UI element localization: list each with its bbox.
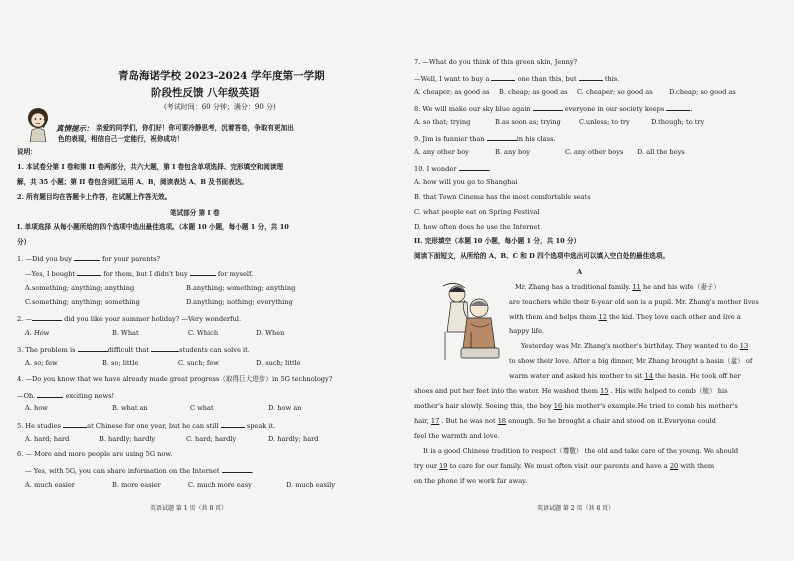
question-10: 10. I wonder . (414, 165, 491, 173)
q7-option-a: A. cheaper; as good as (414, 88, 490, 96)
q9-option-b: B. any boy (495, 148, 530, 156)
q3-option-d: D. such; little (256, 359, 301, 367)
question-2: 2. — did you like your summer holiday? —Very wonderful. (17, 315, 242, 323)
q8-option-d: D.though; to try (651, 118, 705, 126)
notes-label: 说明： (17, 148, 37, 156)
section1-a: I. 单项选择 从每小题所给的四个选项中选出最佳选项。（本题 10 小题，每小题 1 分，共 10 (17, 223, 289, 231)
q7-option-d: D.cheap; so good as (669, 88, 736, 96)
q2-option-c: C. Which (188, 329, 219, 337)
q8-option-c: C.unless; to try (579, 118, 630, 126)
q2-option-a: A. How (25, 329, 50, 337)
q3-option-a: A. so; few (25, 359, 58, 367)
q5-option-b: B. hardly; hardly (99, 435, 156, 443)
question-4-line2: —Oh. exciting news! (17, 392, 115, 400)
q10-option-c: C. what people eat on Spring Festival (414, 208, 540, 216)
passage-line-13: try our 19 to care for our family. We must often visit our parents and have a 20 with them (414, 462, 715, 470)
q4-option-d: D. how an (268, 404, 302, 412)
passage-line-14: on the phone if we work far away. (414, 477, 528, 485)
q5-option-c: C. hard; hardly (186, 435, 237, 443)
exam-title: 阶段性反馈 八年级英语 (151, 87, 260, 99)
question-7: 7. —What do you think of this green skin, Jenny? (414, 58, 578, 66)
question-5: 5. He studies at Chinese for one year, but he can still speak it. (17, 422, 276, 430)
q5-option-a: A. hard; hard (25, 435, 70, 443)
section2-instructions: 阅读下面短文，从所给的 A、B、C 和 D 四个选项中选出可以填入空白处的最佳选项。 (414, 252, 670, 260)
passage-line-6: to show their love. After a big dinner, Mr Zhang brought a basin（盆） of (509, 357, 753, 365)
q4-option-a: A. how (25, 404, 48, 412)
question-1: 1. —Did you buy for your parents? (17, 255, 161, 263)
passage-line-11: feel the warmth and love. (414, 432, 500, 440)
family-illustration (437, 278, 505, 362)
page-footer: 英语试题 第 1 页（共 8 页） (150, 505, 228, 512)
school-title: 青岛海诺学校 2023-2024 学年度第一学期 (118, 70, 325, 82)
passage-line-12: It is a good Chinese tradition to respect（尊敬） the old and take care of the young. We should (423, 447, 739, 455)
q1-option-c: C.something; anything; something (25, 298, 140, 306)
question-7-line2: —Well, I want to buy a one than this, but this. (414, 75, 620, 83)
q5-option-d: D. hardly; hard (268, 435, 319, 443)
tip-line-1: 亲爱的同学们，你们好！你可要冷静思考，沉着答卷，争取有更加出 (96, 124, 294, 132)
question-8: 8. We will make our sky blue again everyone in our society keeps . (414, 105, 693, 113)
note-1b: 解，共 35 小题；第 II 卷包含词汇运用 A、B，阅读表达 A、B 及书面表达。 (17, 178, 248, 186)
question-9: 9. Jim is funnier than in his class. (414, 135, 556, 143)
q8-option-a: A. so that; trying (414, 118, 471, 126)
q9-option-a: A. any other boy (414, 148, 469, 156)
q10-option-a: A. how will you go to Shanghai (414, 178, 518, 186)
q7-option-b: B. cheap; as good as (499, 88, 568, 96)
question-3: 3. The problem is difficult that students can solve it. (17, 346, 250, 354)
q6-option-d: D. much easily (286, 481, 335, 489)
q1-option-a: A.something; anything; anything (25, 284, 135, 292)
passage-line-5: Yesterday was Mr. Zhang's mother's birthday. They wanted to do 13 (521, 342, 749, 350)
passage-line-8: shoes and put her feet into the water. He washed them 15 . His wife helped to comb（梳） his (414, 387, 728, 395)
q9-option-c: C. any other boys (565, 148, 624, 156)
passage-line-1: Mr. Zhang has a traditional family. 11 he and his wife（妻子） (515, 283, 720, 291)
q10-option-b: B. that Town Cinema has the most comfortable seats (414, 193, 591, 201)
q8-option-b: B.as soon as; trying (495, 118, 561, 126)
q6-option-c: C. much more easy (188, 481, 252, 489)
tip-line-2: 色的表现，相信自己一定能行，祝你成功！ (58, 135, 184, 143)
thinking-girl-illustration (20, 106, 56, 142)
passage-line-9: mother's hair slowly. Seeing this, the boy 16 his mother's example.He tried to comb his mother's (414, 402, 738, 410)
part1-header: 笔试部分 第 I 卷 (170, 209, 220, 217)
passage-line-2: are teachers while their 6-year old son is a pupil. Mr. Zhang's mother lives (509, 298, 759, 306)
q6-option-a: A. much easier (25, 481, 75, 489)
question-1-line2: —Yes, I bought for them, but I didn't buy for myself. (25, 270, 254, 278)
section2-header: II. 完形填空（本题 10 小题，每小题 1 分，共 10 分） (414, 237, 581, 245)
q3-option-c: C. such; few (178, 359, 219, 367)
q3-option-b: B. so; little (102, 359, 139, 367)
passage-line-3: with them and helps them 12 the kid. They love each other and live a (509, 313, 741, 321)
question-4: 4. —Do you know that we have already made great progress（取得巨大进步）in 5G technology? (17, 375, 333, 383)
q4-option-c: C what (190, 404, 214, 412)
question-6: 6. — More and more people are using 5G now. (17, 450, 173, 458)
passage-line-4: happy life. (509, 327, 545, 335)
q7-option-c: C. cheaper; so good as (577, 88, 653, 96)
note-2: 2. 所有题目均在答题卡上作答，在试题上作答无效。 (17, 193, 172, 201)
page-footer: 英语试题 第 2 页（共 8 页） (537, 505, 615, 512)
q2-option-b: B. What (112, 329, 139, 337)
passage-label: A (577, 268, 583, 276)
q4-option-b: B. what an (112, 404, 148, 412)
section1-b: 分） (17, 238, 31, 246)
passage-line-10: hair, 17 . But he was not 18 enough. So he brought a chair and stood on it.Everyone could (414, 417, 716, 425)
passage-line-7: warm water and asked his mother to sit 14 the basin. He took off her (509, 372, 741, 380)
q1-option-d: D.anything; nothing; everything (186, 298, 293, 306)
page-2 (397, 0, 794, 561)
q10-option-d: D. how often does he use the Internet (414, 223, 541, 231)
q6-option-b: B. more easier (112, 481, 161, 489)
q2-option-d: D. When (256, 329, 285, 337)
q1-option-b: B.anything; something; anything (186, 284, 296, 292)
note-1a: 1. 本试卷分第 I 卷和第 II 卷两部分，共六大题，第 I 卷包含单项选择、完形填空和阅读理 (17, 163, 284, 171)
question-6-line2: — Yes, with 5G, you can share information on the Internet . (25, 467, 254, 475)
exam-info: (考试时间：60 分钟；满分：90 分) (164, 103, 276, 111)
q9-option-d: D. all the boys (637, 148, 685, 156)
tip-label: 真情提示： (56, 124, 94, 133)
